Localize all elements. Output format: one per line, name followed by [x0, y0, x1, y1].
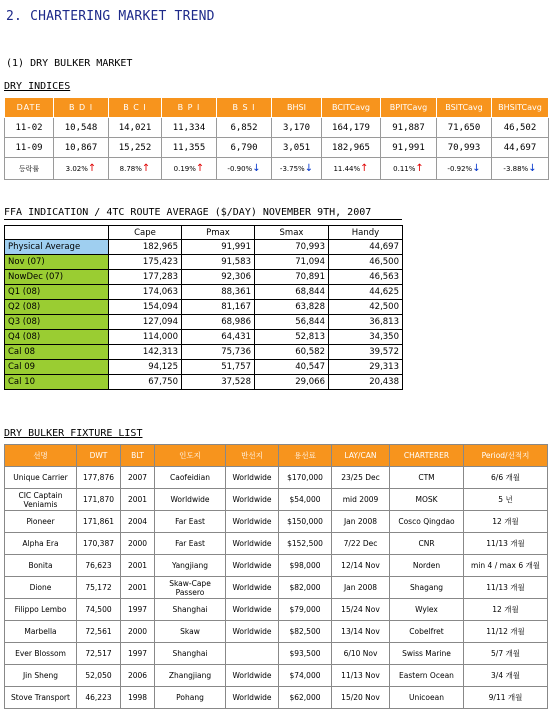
column-header: B P I — [162, 98, 217, 118]
row-label: Q2 (08) — [5, 300, 109, 315]
table-cell: Eastern Ocean — [390, 665, 464, 687]
column-header: BHSITCavg — [492, 98, 549, 118]
column-header: 인도지 — [155, 445, 226, 467]
table-cell — [226, 643, 279, 665]
table-cell: Cobelfret — [390, 621, 464, 643]
table-cell: 9/11 개월 — [464, 687, 548, 709]
change-rate-cell — [109, 158, 162, 180]
table-cell: min 4 / max 6 개월 — [464, 555, 548, 577]
change-rate-cell — [217, 158, 272, 180]
table-cell: $93,500 — [279, 643, 332, 665]
change-rate-value: 0.19% — [173, 165, 196, 173]
table-cell: Worldwide — [155, 489, 226, 511]
arrow-down-icon: ↓ — [304, 163, 314, 174]
change-rate-cell — [162, 158, 217, 180]
table-cell: 29,313 — [329, 360, 403, 375]
table-cell: 2000 — [121, 533, 155, 555]
table-cell: 175,423 — [109, 255, 182, 270]
table-row — [5, 511, 548, 533]
table-cell: 40,547 — [255, 360, 329, 375]
table-cell: 11-09 — [5, 138, 54, 158]
change-rate-value: -3.88% — [503, 165, 529, 173]
table-cell: 11-02 — [5, 118, 54, 138]
table-cell: Unicoean — [390, 687, 464, 709]
table-cell: 44,697 — [492, 138, 549, 158]
table-cell: 46,223 — [77, 687, 121, 709]
table-cell: 182,965 — [109, 240, 182, 255]
table-cell: 68,844 — [255, 285, 329, 300]
table-cell: CNR — [390, 533, 464, 555]
column-header: BCITCavg — [322, 98, 381, 118]
table-cell: 171,861 — [77, 511, 121, 533]
arrow-up-icon: ↑ — [415, 163, 424, 174]
change-rate-cell — [381, 158, 437, 180]
table-cell: 11,334 — [162, 118, 217, 138]
table-cell: Worldwide — [226, 665, 279, 687]
arrow-up-icon: ↑ — [141, 163, 151, 174]
table-cell: 1998 — [121, 687, 155, 709]
table-cell: 12 개월 — [464, 599, 548, 621]
dry-indices-table — [4, 97, 549, 180]
table-row — [5, 621, 548, 643]
table-cell: CTM — [390, 467, 464, 489]
table-row — [5, 138, 549, 158]
row-label: Cal 09 — [5, 360, 109, 375]
table-row — [5, 285, 403, 300]
table-cell: Swiss Marine — [390, 643, 464, 665]
table-cell: 14,021 — [109, 118, 162, 138]
fixture-heading: DRY BULKER FIXTURE LIST — [4, 428, 143, 439]
arrow-down-icon: ↓ — [472, 163, 481, 174]
row-label: Q1 (08) — [5, 285, 109, 300]
ffa-table — [4, 225, 403, 390]
table-cell: 5/7 개월 — [464, 643, 548, 665]
table-cell: 29,066 — [255, 375, 329, 390]
table-cell: Cosco Qingdao — [390, 511, 464, 533]
table-cell: 23/25 Dec — [332, 467, 390, 489]
table-cell: 2006 — [121, 665, 155, 687]
table-row — [5, 330, 403, 345]
change-rate-cell — [322, 158, 381, 180]
column-header: 반선지 — [226, 445, 279, 467]
table-cell: 91,887 — [381, 118, 437, 138]
table-cell: 3,051 — [272, 138, 322, 158]
table-cell: Stove Transport — [5, 687, 77, 709]
table-cell: Worldwide — [226, 489, 279, 511]
table-cell: $98,000 — [279, 555, 332, 577]
dry-indices-header-row — [5, 98, 549, 118]
table-cell: 74,500 — [77, 599, 121, 621]
column-header: Smax — [255, 226, 329, 240]
change-rate-value: -0.92% — [447, 165, 473, 173]
table-cell: 11/13 개월 — [464, 533, 548, 555]
table-cell: 46,563 — [329, 270, 403, 285]
table-cell: $74,000 — [279, 665, 332, 687]
table-cell: mid 2009 — [332, 489, 390, 511]
table-row — [5, 533, 548, 555]
table-cell: 1997 — [121, 599, 155, 621]
change-rate-cell — [272, 158, 322, 180]
table-cell: 15/20 Nov — [332, 687, 390, 709]
table-row — [5, 315, 403, 330]
table-cell: 12 개월 — [464, 511, 548, 533]
table-cell: Bonita — [5, 555, 77, 577]
column-header: LAY/CAN — [332, 445, 390, 467]
arrow-up-icon: ↑ — [195, 163, 205, 174]
arrow-up-icon: ↑ — [360, 163, 369, 174]
table-cell: Skaw — [155, 621, 226, 643]
table-cell: 52,813 — [255, 330, 329, 345]
table-cell: 91,583 — [182, 255, 255, 270]
table-cell: Shanghai — [155, 643, 226, 665]
table-cell: $79,000 — [279, 599, 332, 621]
ffa-heading: FFA INDICATION / 4TC ROUTE AVERAGE ($/DAY) NOVEMBER 9TH, 2007 — [4, 207, 372, 218]
table-cell: Worldwide — [226, 511, 279, 533]
table-cell: Ever Blossom — [5, 643, 77, 665]
table-cell: 10,867 — [54, 138, 109, 158]
table-row — [5, 489, 548, 511]
table-cell: 114,000 — [109, 330, 182, 345]
table-cell: 171,870 — [77, 489, 121, 511]
table-cell: 164,179 — [322, 118, 381, 138]
column-header: B S I — [217, 98, 272, 118]
column-header: B C I — [109, 98, 162, 118]
table-row — [5, 255, 403, 270]
table-cell: 70,993 — [255, 240, 329, 255]
table-cell: 64,431 — [182, 330, 255, 345]
table-cell: 37,528 — [182, 375, 255, 390]
table-cell: $150,000 — [279, 511, 332, 533]
column-header: BSITCavg — [437, 98, 492, 118]
table-row — [5, 345, 403, 360]
table-cell: 39,572 — [329, 345, 403, 360]
table-cell: Shagang — [390, 577, 464, 599]
page-title: 2. CHARTERING MARKET TREND — [6, 9, 215, 24]
ffa-header-row — [5, 226, 403, 240]
table-cell: 72,517 — [77, 643, 121, 665]
change-rate-row — [5, 158, 549, 180]
table-cell: Skaw-Cape Passero — [155, 577, 226, 599]
change-rate-value: 8.78% — [119, 165, 142, 173]
table-cell: 75,736 — [182, 345, 255, 360]
table-cell: 2004 — [121, 511, 155, 533]
table-cell: Shanghai — [155, 599, 226, 621]
table-cell: 52,050 — [77, 665, 121, 687]
table-cell: Yangjiang — [155, 555, 226, 577]
table-cell: Worldwide — [226, 577, 279, 599]
column-header: B D I — [54, 98, 109, 118]
table-cell: CIC Captain Veniamis — [5, 489, 77, 511]
table-cell: Far East — [155, 511, 226, 533]
table-cell: $54,000 — [279, 489, 332, 511]
table-cell: $82,000 — [279, 577, 332, 599]
table-row — [5, 270, 403, 285]
table-row — [5, 467, 548, 489]
table-cell: 2007 — [121, 467, 155, 489]
table-cell: 182,965 — [322, 138, 381, 158]
change-rate-value: 0.11% — [393, 165, 416, 173]
table-row — [5, 118, 549, 138]
table-row — [5, 599, 548, 621]
row-label: Cal 10 — [5, 375, 109, 390]
table-cell: $62,000 — [279, 687, 332, 709]
fixture-header-row — [5, 445, 548, 467]
table-row — [5, 577, 548, 599]
table-cell: 2000 — [121, 621, 155, 643]
table-cell: 56,844 — [255, 315, 329, 330]
table-cell: 170,387 — [77, 533, 121, 555]
table-cell: 15/24 Nov — [332, 599, 390, 621]
table-cell: 91,991 — [381, 138, 437, 158]
table-cell: 72,561 — [77, 621, 121, 643]
table-row — [5, 555, 548, 577]
table-cell: Alpha Era — [5, 533, 77, 555]
table-cell: 60,582 — [255, 345, 329, 360]
table-cell: 177,283 — [109, 270, 182, 285]
table-cell: 1997 — [121, 643, 155, 665]
column-header: Handy — [329, 226, 403, 240]
table-cell: 2001 — [121, 577, 155, 599]
column-header: 용선료 — [279, 445, 332, 467]
dry-indices-heading: DRY INDICES — [4, 81, 71, 92]
table-cell: 11/12 개월 — [464, 621, 548, 643]
table-cell: $170,000 — [279, 467, 332, 489]
column-header — [5, 226, 109, 240]
table-cell: 76,623 — [77, 555, 121, 577]
table-cell: 71,650 — [437, 118, 492, 138]
table-row — [5, 375, 403, 390]
row-label: NowDec (07) — [5, 270, 109, 285]
table-row — [5, 360, 403, 375]
row-label: Nov (07) — [5, 255, 109, 270]
table-cell: 94,125 — [109, 360, 182, 375]
table-cell: Caofeidian — [155, 467, 226, 489]
table-cell: 142,313 — [109, 345, 182, 360]
table-cell: 6/10 Nov — [332, 643, 390, 665]
column-header: BLT — [121, 445, 155, 467]
change-rate-value: 3.02% — [65, 165, 88, 173]
table-cell: Worldwide — [226, 687, 279, 709]
table-cell: Dione — [5, 577, 77, 599]
table-cell: 11/13 Nov — [332, 665, 390, 687]
table-cell: MOSK — [390, 489, 464, 511]
table-cell: 67,750 — [109, 375, 182, 390]
table-cell: Far East — [155, 533, 226, 555]
table-cell: Jan 2008 — [332, 511, 390, 533]
arrow-down-icon: ↓ — [252, 163, 261, 174]
column-header: DWT — [77, 445, 121, 467]
row-label: Q3 (08) — [5, 315, 109, 330]
table-cell: 5 년 — [464, 489, 548, 511]
table-cell: 7/22 Dec — [332, 533, 390, 555]
row-label: Q4 (08) — [5, 330, 109, 345]
table-cell: 71,094 — [255, 255, 329, 270]
table-cell: 91,991 — [182, 240, 255, 255]
change-rate-value: -3.75% — [279, 165, 305, 173]
table-cell: 3,170 — [272, 118, 322, 138]
change-rate-value: -0.90% — [227, 165, 253, 173]
ffa-heading-underline — [4, 219, 402, 220]
table-cell: 44,625 — [329, 285, 403, 300]
table-cell: 13/14 Nov — [332, 621, 390, 643]
change-rate-cell — [492, 158, 549, 180]
table-cell: 174,063 — [109, 285, 182, 300]
column-header: BHSI — [272, 98, 322, 118]
table-cell: 6/6 개월 — [464, 467, 548, 489]
table-cell: 63,828 — [255, 300, 329, 315]
table-cell: Wylex — [390, 599, 464, 621]
column-header: Period/선적지 — [464, 445, 548, 467]
column-header: DATE — [5, 98, 54, 118]
table-cell: Pohang — [155, 687, 226, 709]
table-cell: 3/4 개월 — [464, 665, 548, 687]
table-cell: 2001 — [121, 555, 155, 577]
table-cell: 70,891 — [255, 270, 329, 285]
table-cell: 127,094 — [109, 315, 182, 330]
table-row — [5, 240, 403, 255]
table-cell: 51,757 — [182, 360, 255, 375]
table-row — [5, 665, 548, 687]
table-row — [5, 643, 548, 665]
table-cell: 68,986 — [182, 315, 255, 330]
table-cell: 70,993 — [437, 138, 492, 158]
table-cell: Worldwide — [226, 555, 279, 577]
column-header: CHARTERER — [390, 445, 464, 467]
table-cell: 15,252 — [109, 138, 162, 158]
column-header: BPITCavg — [381, 98, 437, 118]
column-header: Cape — [109, 226, 182, 240]
change-rate-label: 등락률 — [5, 158, 54, 180]
table-cell: 20,438 — [329, 375, 403, 390]
change-rate-value: 11.44% — [333, 165, 361, 173]
row-label: Cal 08 — [5, 345, 109, 360]
table-cell: $82,500 — [279, 621, 332, 643]
table-cell: 12/14 Nov — [332, 555, 390, 577]
table-cell: 36,813 — [329, 315, 403, 330]
table-cell: 42,500 — [329, 300, 403, 315]
table-cell: Zhangjiang — [155, 665, 226, 687]
table-cell: 177,876 — [77, 467, 121, 489]
fixture-table — [4, 444, 548, 709]
table-cell: 92,306 — [182, 270, 255, 285]
table-cell: 11/13 개월 — [464, 577, 548, 599]
section-subtitle: (1) DRY BULKER MARKET — [6, 58, 133, 69]
table-cell: 88,361 — [182, 285, 255, 300]
table-cell: 10,548 — [54, 118, 109, 138]
table-row — [5, 300, 403, 315]
row-label: Physical Average — [5, 240, 109, 255]
table-cell: Worldwide — [226, 621, 279, 643]
table-cell: Marbella — [5, 621, 77, 643]
table-cell: Unique Carrier — [5, 467, 77, 489]
table-cell: 34,350 — [329, 330, 403, 345]
column-header: 선명 — [5, 445, 77, 467]
table-cell: 44,697 — [329, 240, 403, 255]
table-cell: Jan 2008 — [332, 577, 390, 599]
table-cell: Filippo Lembo — [5, 599, 77, 621]
table-cell: Worldwide — [226, 533, 279, 555]
table-row — [5, 687, 548, 709]
table-cell: Norden — [390, 555, 464, 577]
change-rate-cell — [54, 158, 109, 180]
table-cell: 81,167 — [182, 300, 255, 315]
table-cell: $152,500 — [279, 533, 332, 555]
table-cell: 6,790 — [217, 138, 272, 158]
table-cell: 46,500 — [329, 255, 403, 270]
change-rate-cell — [437, 158, 492, 180]
column-header: Pmax — [182, 226, 255, 240]
arrow-down-icon: ↓ — [528, 163, 537, 174]
table-cell: 46,502 — [492, 118, 549, 138]
table-cell: 154,094 — [109, 300, 182, 315]
table-cell: 11,355 — [162, 138, 217, 158]
table-cell: 75,172 — [77, 577, 121, 599]
table-cell: 6,852 — [217, 118, 272, 138]
table-cell: Worldwide — [226, 467, 279, 489]
table-cell: Jin Sheng — [5, 665, 77, 687]
table-cell: Worldwide — [226, 599, 279, 621]
table-cell: Pioneer — [5, 511, 77, 533]
table-cell: 2001 — [121, 489, 155, 511]
arrow-up-icon: ↑ — [87, 163, 97, 174]
